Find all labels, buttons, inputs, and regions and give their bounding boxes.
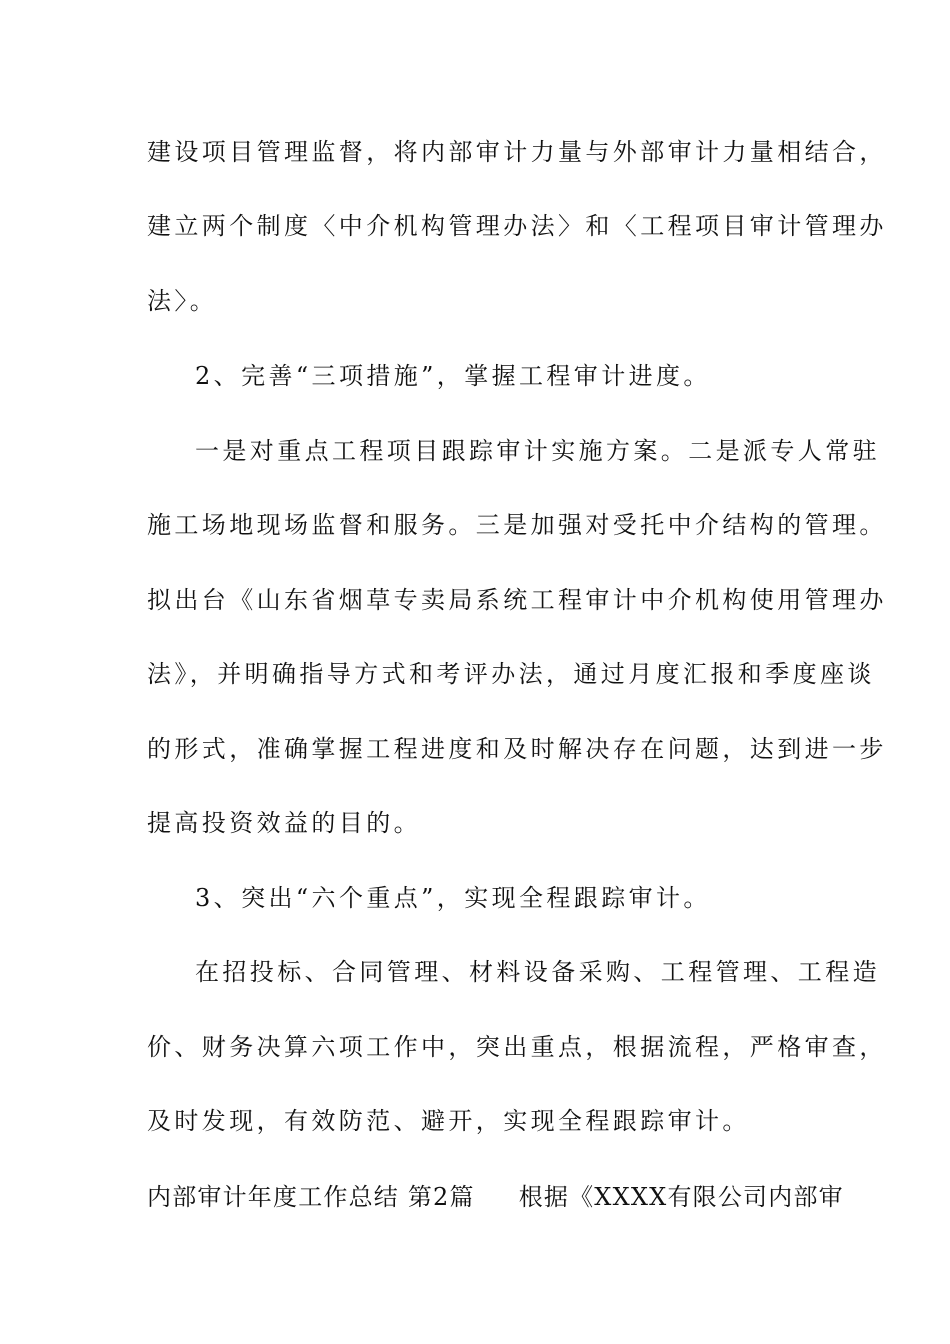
- text-line: 在招投标、合同管理、材料设备采购、工程管理、工程造: [195, 958, 880, 986]
- next-article-title: 内部审计年度工作总结 第2篇: [147, 1183, 475, 1211]
- text-line: 建设项目管理监督，将内部审计力量与外部审计力量相结合，: [147, 138, 887, 166]
- section-heading: 3、突出“六个重点”，实现全程跟踪审计。: [195, 884, 711, 912]
- text-line: 建立两个制度〈中介机构管理办法〉和〈工程项目审计管理办: [147, 212, 887, 240]
- next-article-line: [147, 1182, 844, 1212]
- text-line: 法〉。: [147, 287, 218, 315]
- text-line: 拟出台《山东省烟草专卖局系统工程审计中介机构使用管理办: [147, 586, 887, 614]
- text-line: 法》，并明确指导方式和考评办法，通过月度汇报和季度座谈: [147, 660, 875, 688]
- text-line: 及时发现，有效防范、避开，实现全程跟踪审计。: [147, 1107, 750, 1135]
- text-line: 价、财务决算六项工作中，突出重点，根据流程，严格审查，: [147, 1033, 887, 1061]
- next-article-text: 根据《XXXX有限公司内部审: [518, 1183, 844, 1211]
- text-line: 一是对重点工程项目跟踪审计实施方案。二是派专人常驻: [195, 437, 880, 465]
- section-heading: 2、完善“三项措施”，掌握工程审计进度。: [195, 362, 711, 390]
- text-line: 施工场地现场监督和服务。三是加强对受托中介结构的管理。: [147, 511, 887, 539]
- text-line: 提高投资效益的目的。: [147, 809, 421, 837]
- text-line: 的形式，准确掌握工程进度和及时解决存在问题，达到进一步: [147, 735, 887, 763]
